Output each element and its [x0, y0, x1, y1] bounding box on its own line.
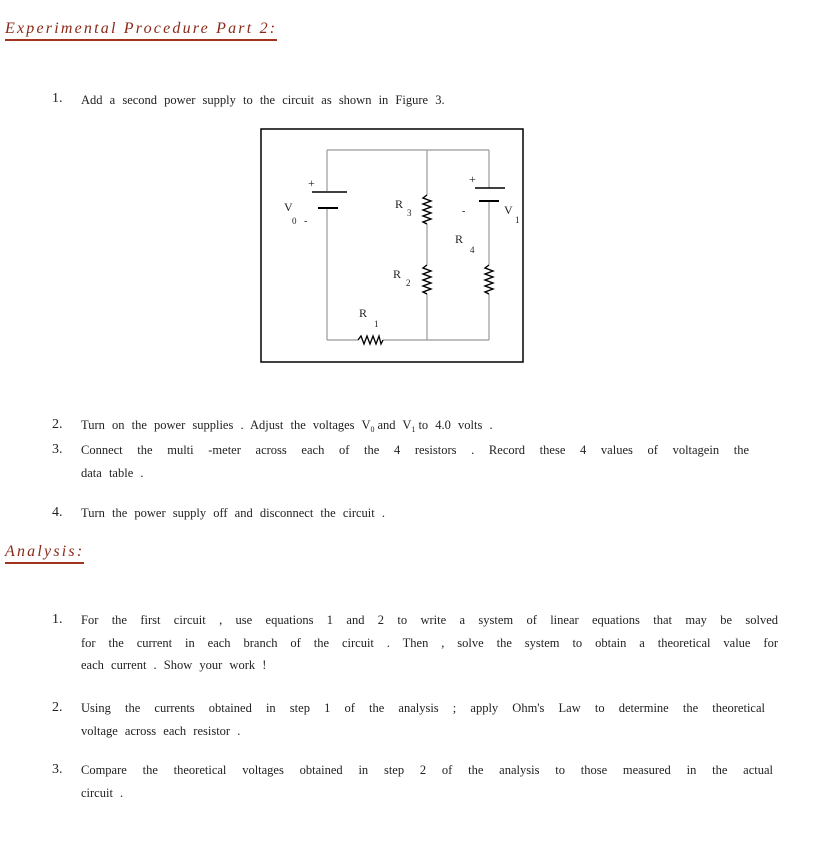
- step-number: 3.: [52, 442, 63, 457]
- analysis-text-line: for the current in each branch of the circuit . Then , solve the system to obtain a theoretical value for: [81, 635, 778, 650]
- circuit-figure: [260, 128, 524, 363]
- procedure-step-2: [81, 414, 601, 442]
- analysis-text-line: voltage across each resistor .: [81, 723, 241, 738]
- analysis-item-2: [81, 697, 765, 742]
- v1-minus-label: -: [462, 206, 466, 217]
- v0-letter-label: V: [284, 200, 293, 214]
- r3-sub-label: 3: [407, 208, 412, 218]
- step-text: Turn the power supply off and disconnect the circuit .: [81, 506, 386, 520]
- v0-plus-label: +: [308, 176, 315, 190]
- analysis-item-1: [81, 609, 778, 677]
- step-2-text-start: Turn on the power supplies . Adjust the voltages V: [81, 418, 371, 432]
- analysis-item-3: [81, 759, 773, 804]
- step-number: 1.: [52, 91, 63, 106]
- r1-sub-label: 1: [374, 319, 379, 329]
- analysis-heading: Analysis:: [5, 543, 84, 564]
- analysis-number: 1.: [52, 612, 63, 627]
- r4-sub-label: 4: [470, 245, 475, 255]
- step-text-line: data table .: [81, 465, 144, 480]
- step-2-text-mid: and V: [377, 418, 412, 432]
- analysis-text-line: For the first circuit , use equations 1 and 2 to write a system of linear equations that may be solved: [81, 613, 778, 627]
- v0-subscript: 0: [370, 425, 375, 434]
- analysis-text-line: Using the currents obtained in step 1 of the analysis ; apply Ohm's Law to determine the theoretical: [81, 701, 765, 715]
- procedure-heading: Experimental Procedure Part 2:: [5, 20, 277, 41]
- v1-letter-label: V: [504, 203, 513, 217]
- procedure-step-1: [81, 89, 526, 112]
- step-text: Add a second power supply to the circuit as shown in Figure 3.: [81, 93, 445, 107]
- procedure-step-3: [81, 439, 749, 484]
- v1-subscript: 1: [411, 425, 416, 434]
- step-2-text-end: to 4.0 volts .: [418, 418, 493, 432]
- r4-letter-label: R: [455, 232, 464, 246]
- analysis-text-line: Compare the theoretical voltages obtained in step 2 of the analysis to those measured in the actual: [81, 763, 773, 777]
- r2-letter-label: R: [393, 267, 402, 281]
- analysis-text-line: circuit .: [81, 785, 124, 800]
- step-text-line: Connect the multi -meter across each of the 4 resistors . Record these 4 values of voltagein the: [81, 443, 749, 457]
- analysis-text-line: each current . Show your work !: [81, 658, 267, 672]
- analysis-number: 2.: [52, 700, 63, 715]
- v0-minus-label: -: [304, 216, 308, 227]
- procedure-step-4: [81, 502, 501, 525]
- step-number: 2.: [52, 417, 63, 432]
- v0-sub-label: 0: [292, 216, 297, 226]
- step-number: 4.: [52, 505, 63, 520]
- v1-sub-label: 1: [515, 215, 520, 225]
- r3-letter-label: R: [395, 197, 404, 211]
- r2-sub-label: 2: [406, 278, 411, 288]
- analysis-number: 3.: [52, 762, 63, 777]
- r1-letter-label: R: [359, 306, 368, 320]
- figure-border: [261, 129, 523, 362]
- v1-plus-label: +: [469, 172, 476, 186]
